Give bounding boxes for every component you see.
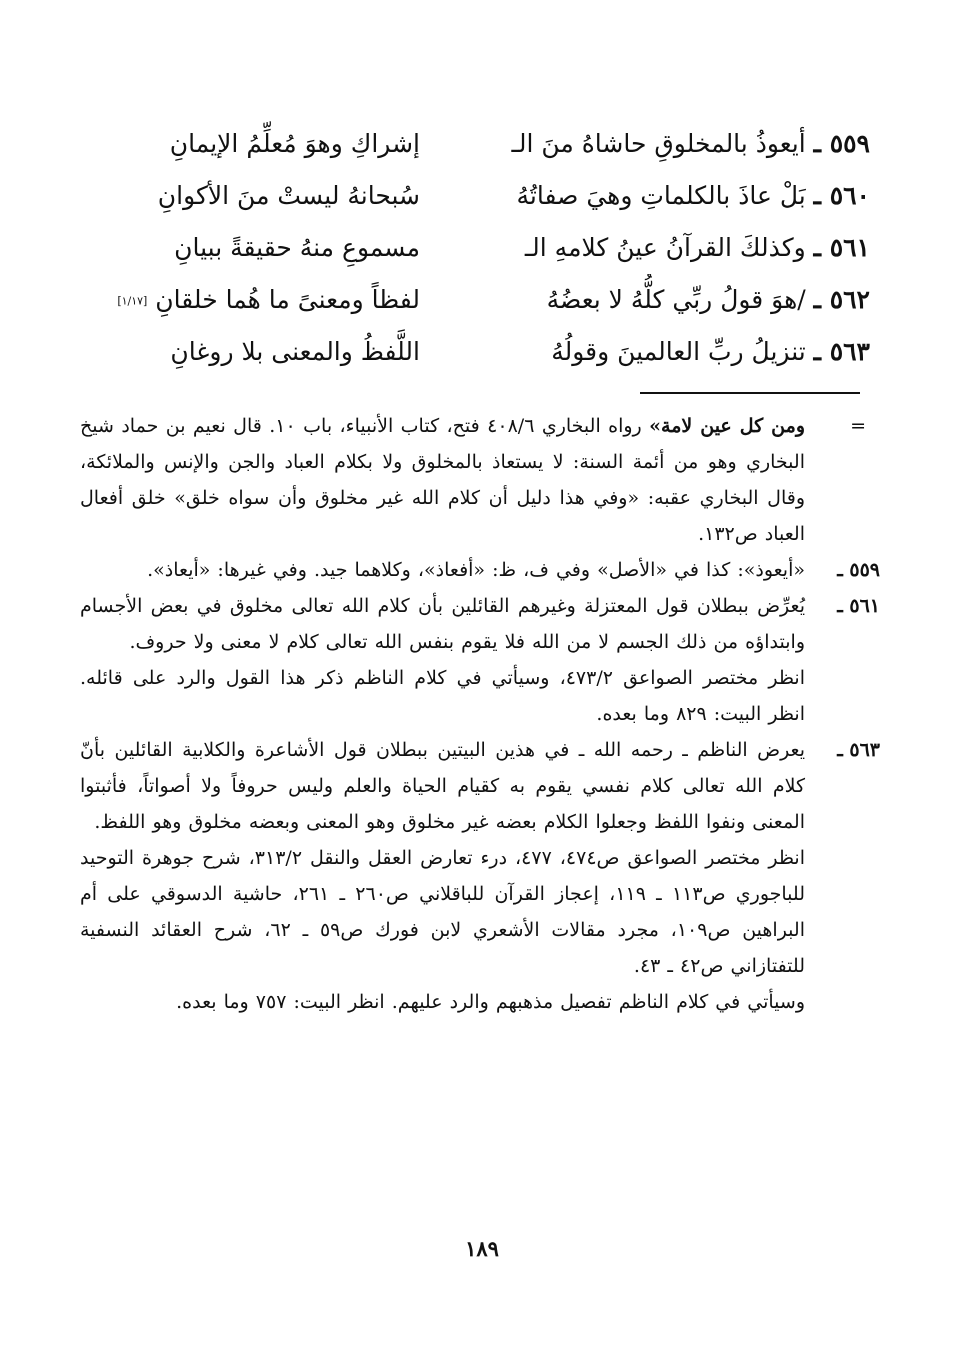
verse-second-text: لفظاً ومعنىً ما هُما خلقانِ <box>155 285 420 314</box>
verse-559 <box>50 118 870 170</box>
footnote-563 <box>80 732 880 1020</box>
footnote-paragraph <box>80 660 805 732</box>
verse-second-hemistich <box>50 118 420 170</box>
footnote-text: يُعرِّض ببطلان قول المعتزلة وغيرهم القائلين بأن كلام الله تعالى مخلوق في بعض الأجسام وابتداؤه من ذلك الجسم لا من الله فلا يقوم بنفس الله تعالى كلام لا معنى ولا حروف. <box>80 595 805 653</box>
footnote-paragraph <box>80 840 805 984</box>
verse-number: ٥٦٢ ـ <box>813 285 870 314</box>
footnote-paragraph <box>80 732 805 840</box>
verse-first-hemistich <box>440 274 870 326</box>
verse-second-hemistich <box>50 326 420 378</box>
verse-first-text: تنزيلُ ربِّ العالمينَ وقولُهُ <box>551 337 806 366</box>
footnote-text: انظر مختصر الصواعق ٤٧٣/٢، وسيأتي في كلام الناظم ذكر هذا القول والرد على قائله. انظر البيت: ٨٢٩ وما بعده. <box>80 667 805 725</box>
verse-first-text: بَلْ عاذَ بالكلماتِ وهيَ صفاتُهُ <box>516 181 806 210</box>
footnote-marker: ٥٦٣ ـ <box>837 739 880 761</box>
verse-560 <box>50 170 870 222</box>
verse-second-text: سُبحانهُ ليستْ منَ الأكوانِ <box>157 181 420 210</box>
footnote-continued <box>80 408 880 552</box>
verse-first-hemistich <box>440 170 870 222</box>
verse-first-hemistich <box>440 222 870 274</box>
footnote-text: انظر مختصر الصواعق ص٤٧٤، ٤٧٧، درء تعارض العقل والنقل ٣١٣/٢، شرح جوهرة التوحيد للباجوري ص١١٣ ـ ١١٩، إعجاز القرآن للباقلاني ص٢٦٠ ـ ٢٦١، حاشية الدسوقي على أم البراهين ص١٠٩، مجرد مقالات الأشعري لابن فورك ص٥٩ ـ ٦٢، شرح العقائد النسفية للتفتازاني ص٤٢ ـ ٤٣. <box>80 847 805 977</box>
verse-first-text: /هوَ قولُ ربِّي كلُّهُ لا بعضُهُ <box>546 285 806 314</box>
verse-first-hemistich <box>440 326 870 378</box>
verse-562 <box>50 274 870 326</box>
verse-563 <box>50 326 870 378</box>
footnote-paragraph <box>80 552 805 588</box>
verse-second-hemistich <box>50 222 420 274</box>
footnote-lead: ومن كل عين لامة» <box>649 415 805 437</box>
footnote-marker: ٥٥٩ ـ <box>837 559 880 581</box>
footnote-561 <box>80 588 880 732</box>
verse-first-text: أيعوذُ بالمخلوقِ حاشاهُ منَ الـ <box>511 129 806 158</box>
verse-number: ٥٦٣ ـ <box>813 337 870 366</box>
footnote-text: وسيأتي في كلام الناظم تفصيل مذهبهم والرد عليهم. انظر البيت: ٧٥٧ وما بعده. <box>176 991 805 1013</box>
verse-number: ٥٥٩ ـ <box>813 129 870 158</box>
verse-first-text: وكذلكَ القرآنُ عينُ كلامهِ الـ <box>524 233 806 262</box>
footnote-text: «أيعوذ»: كذا في «الأصل» وفي ف، ظ: «أفعاذ»، وكلاهما جيد. وفي غيرها: «أيعاذ». <box>147 559 805 581</box>
poem-verses <box>50 118 870 378</box>
verse-second-text: اللَّفظُ والمعنى بلا روغانِ <box>170 337 420 366</box>
verse-second-text: مسموعِ منهُ حقيقةً ببيانِ <box>174 233 420 262</box>
verse-number: ٥٦١ ـ <box>813 233 870 262</box>
verse-561 <box>50 222 870 274</box>
footnote-paragraph <box>80 588 805 660</box>
footnote-559 <box>80 552 880 588</box>
footnote-paragraph <box>80 408 805 552</box>
footnote-text: رواه البخاري ٤٠٨/٦ فتح، كتاب الأنبياء، باب ١٠. قال نعيم بن حماد شيخ البخاري وهو من أئمة السنة: لا يستعاذ بالمخلوق ولا بكلام العباد والجن والإنس والملائكة، وقال البخاري عقبه: «وفي هذا دليل أن كلام الله غير مخلوق وأن سواه خلق» خلق أفعال العباد ص١٣٢. <box>80 415 805 545</box>
verse-second-hemistich <box>50 170 420 222</box>
footnotes <box>80 408 880 1020</box>
verse-first-hemistich <box>440 118 870 170</box>
footnote-separator <box>640 392 860 394</box>
footnote-marker: ٥٦١ ـ <box>837 595 880 617</box>
footnote-marker: = <box>850 415 866 437</box>
verse-second-hemistich <box>50 274 420 328</box>
manuscript-reference: [١/١٧] <box>117 294 148 308</box>
verse-second-text: إشراكِ وهوَ مُعلِّمُ الإيمانِ <box>169 129 420 158</box>
footnote-paragraph <box>80 984 805 1020</box>
footnote-text: يعرض الناظم ـ رحمه الله ـ في هذين البيتين ببطلان قول الأشاعرة والكلابية القائلين بأنّ كلام الله تعالى كلام نفسي يقوم به كقيام الحياة والعلم وليس حروفاً ولا أصواتاً، فأثبتوا المعنى ونفوا اللفظ وجعلوا الكلام بعضه غير مخلوق وهو المعنى وبعضه مخلوق وهو اللفظ. <box>80 739 805 833</box>
page-number: ١٨٩ <box>465 1236 499 1261</box>
verse-number: ٥٦٠ ـ <box>813 181 870 210</box>
